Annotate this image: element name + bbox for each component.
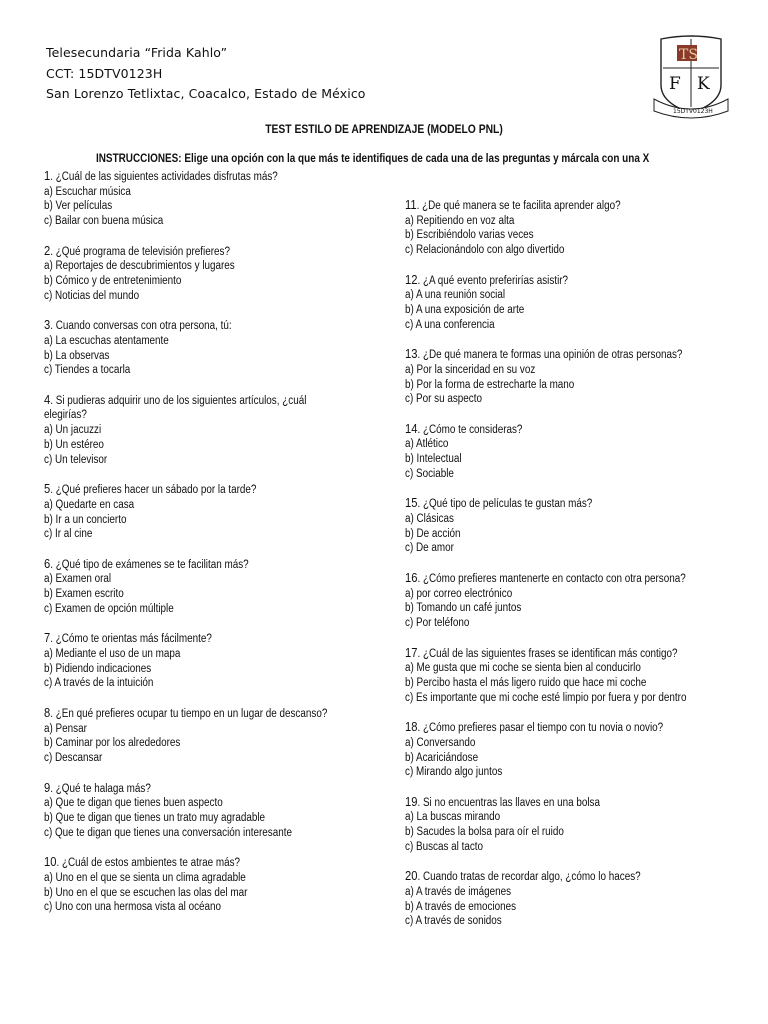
option-a[interactable]: a) Me gusta que mi coche se sienta bien al conducirlo (405, 662, 641, 675)
question-number: 7 (44, 630, 51, 646)
option-c[interactable]: c) Noticias del mundo (44, 289, 140, 302)
option-b[interactable]: b) Por la forma de estrecharte la mano (405, 378, 575, 391)
option-b[interactable]: b) Examen escrito (44, 588, 124, 601)
question-text: 14. ¿Cómo te consideras? (405, 420, 523, 436)
question-text: 18. ¿Cómo prefieres pasar el tiempo con tu novia o novio? (405, 719, 664, 735)
school-crest-logo (651, 33, 731, 119)
question-text: 8. ¿En qué prefieres ocupar tu tiempo en un lugar de descanso? (44, 704, 328, 720)
school-cct: CCT: 15DTV0123H (46, 66, 163, 81)
option-a[interactable]: a) por correo electrónico (405, 587, 513, 600)
test-title: TEST ESTILO DE APRENDIZAJE (MODELO PNL) (265, 122, 503, 136)
option-a[interactable]: a) La escuchas atentamente (44, 334, 169, 347)
school-name: Telesecundaria “Frida Kahlo” (46, 45, 228, 60)
option-c[interactable]: c) Sociable (405, 467, 454, 480)
question-text: 4. Si pudieras adquirir uno de los siguientes artículos, ¿cuál elegirías? (44, 391, 307, 422)
option-c[interactable]: c) Que te digan que tienes una conversación interesante (44, 826, 292, 839)
question-text: 13. ¿De qué manera te formas una opinión de otras personas? (405, 346, 683, 362)
question-9 (44, 781, 371, 856)
option-b[interactable]: b) La observas (44, 349, 110, 362)
crest-letter-f: F (669, 74, 681, 94)
question-5 (44, 482, 371, 557)
question-text: 10. ¿Cuál de estos ambientes te atrae más? (44, 854, 241, 870)
question-12 (405, 273, 732, 348)
question-text: 6. ¿Qué tipo de exámenes se te facilitan más? (44, 555, 249, 571)
option-c[interactable]: c) A una conferencia (405, 318, 495, 331)
question-10 (44, 855, 371, 930)
question-number: 4 (44, 391, 51, 407)
question-text: 7. ¿Cómo te orientas más fácilmente? (44, 630, 212, 646)
questions-right-column (405, 198, 732, 944)
option-b[interactable]: b) Ir a un concierto (44, 513, 127, 526)
question-text: 20. Cuando tratas de recordar algo, ¿cómo lo haces? (405, 868, 641, 884)
question-text: 9. ¿Qué te halaga más? (44, 779, 151, 795)
question-number: 13 (405, 346, 418, 362)
instructions (96, 151, 676, 165)
question-text: 3. Cuando conversas con otra persona, tú: (44, 317, 232, 333)
option-a[interactable]: a) Conversando (405, 736, 476, 749)
option-a[interactable]: a) A través de imágenes (405, 886, 512, 899)
question-text: 5. ¿Qué prefieres hacer un sábado por la tarde? (44, 481, 257, 497)
option-a[interactable]: a) La buscas mirando (405, 811, 501, 824)
option-a[interactable]: a) Atlético (405, 438, 449, 451)
option-b[interactable]: b) Escribiéndolo varias veces (405, 229, 534, 242)
question-14 (405, 422, 732, 497)
question-text: 1. ¿Cuál de las siguientes actividades disfrutas más? (44, 168, 278, 183)
question-4 (44, 393, 371, 482)
option-a[interactable]: a) Que te digan que tienes buen aspecto (44, 797, 223, 810)
option-a[interactable]: a) Por la sinceridad en su voz (405, 363, 536, 376)
crest-top-letters: TS (679, 47, 698, 63)
question-13 (405, 347, 732, 422)
question-number: 17 (405, 644, 418, 660)
question-text: 17. ¿Cuál de las siguientes frases se identifican más contigo? (405, 644, 678, 660)
instructions-text: Elige una opción con la que más te identifiques de cada una de las preguntas y márcala con una X (181, 151, 650, 165)
question-19 (405, 795, 732, 870)
option-c[interactable]: c) Un televisor (44, 453, 108, 466)
option-b[interactable]: b) A través de emociones (405, 900, 517, 913)
question-15 (405, 496, 732, 571)
option-b[interactable]: b) De acción (405, 527, 461, 540)
question-number: 15 (405, 495, 418, 511)
question-text: 16. ¿Cómo prefieres mantenerte en contacto con otra persona? (405, 569, 686, 585)
question-number: 10 (44, 854, 57, 870)
option-b[interactable]: b) A una exposición de arte (405, 304, 525, 316)
question-1 (44, 169, 371, 244)
question-number: 16 (405, 569, 418, 585)
option-c[interactable]: c) Relacionándolo con algo divertido (405, 244, 565, 257)
option-c[interactable]: c) Descansar (44, 752, 103, 765)
question-number: 18 (405, 719, 418, 735)
option-b[interactable]: b) Intelectual (405, 453, 462, 466)
option-a[interactable]: a) Un jacuzzi (44, 424, 102, 437)
question-number: 8 (44, 704, 51, 720)
option-a[interactable]: a) Uno en el que se sienta un clima agradable (44, 871, 246, 884)
option-c[interactable]: c) Por su aspecto (405, 393, 482, 406)
question-17 (405, 646, 732, 721)
question-text: 19. Si no encuentras las llaves en una bolsa (405, 793, 600, 809)
option-a[interactable]: a) Quedarte en casa (44, 498, 135, 511)
question-number: 11 (405, 197, 417, 212)
question-number: 1 (44, 168, 51, 183)
question-2 (44, 244, 371, 319)
option-c[interactable]: c) Tiendes a tocarla (44, 364, 131, 377)
question-text: 11. ¿De qué manera se te facilita aprender algo? (405, 197, 621, 212)
option-c[interactable]: c) Bailar con buena música (44, 215, 164, 228)
question-text: 15. ¿Qué tipo de películas te gustan más? (405, 495, 593, 511)
option-b[interactable]: b) Que te digan que tienes un trato muy agradable (44, 811, 266, 824)
question-8 (44, 706, 371, 781)
instructions-label: INSTRUCCIONES: (96, 151, 182, 165)
option-b[interactable]: b) Pidiendo indicaciones (44, 662, 152, 675)
question-number: 9 (44, 779, 51, 795)
option-a[interactable]: a) Escuchar música (44, 185, 131, 198)
option-b[interactable]: b) Cómico y de entretenimiento (44, 275, 182, 287)
option-b[interactable]: b) Uno en el que se escuchen las olas del mar (44, 886, 248, 899)
question-number: 20 (405, 868, 418, 884)
question-text: 12. ¿A qué evento preferirías asistir? (405, 271, 569, 287)
option-c[interactable]: c) Buscas al tacto (405, 840, 484, 853)
crest-ribbon-text: 15DTV0123H (673, 108, 713, 115)
question-text: 2. ¿Qué programa de televisión prefieres? (44, 242, 230, 258)
question-16 (405, 571, 732, 646)
option-b[interactable]: b) Percibo hasta el más ligero ruido que hace mi coche (405, 676, 647, 689)
question-3 (44, 318, 371, 393)
option-c[interactable]: c) Ir al cine (44, 528, 93, 541)
option-a[interactable]: a) Clásicas (405, 513, 454, 526)
option-b[interactable]: b) Un estéreo (44, 438, 104, 451)
crest-letter-k: K (697, 74, 710, 94)
option-a[interactable]: a) Repitiendo en voz alta (405, 214, 515, 227)
option-b[interactable]: b) Caminar por los alrededores (44, 737, 181, 750)
question-number: 19 (405, 793, 418, 809)
question-number: 2 (44, 242, 51, 258)
school-address: San Lorenzo Tetlixtac, Coacalco, Estado de México (46, 86, 366, 101)
question-7 (44, 631, 371, 706)
option-b[interactable]: b) Acariciándose (405, 751, 479, 764)
question-number: 14 (405, 420, 418, 436)
option-c[interactable]: c) A través de la intuición (44, 677, 154, 690)
option-c[interactable]: c) Examen de opción múltiple (44, 602, 174, 615)
question-number: 3 (44, 317, 51, 333)
option-a[interactable]: a) Examen oral (44, 573, 112, 586)
option-c[interactable]: c) Mirando algo juntos (405, 766, 503, 779)
option-a[interactable]: a) Mediante el uso de un mapa (44, 648, 181, 661)
option-c[interactable]: c) Es importante que mi coche esté limpio por fuera y por dentro (405, 691, 687, 704)
option-b[interactable]: b) Ver películas (44, 200, 113, 213)
option-b[interactable]: b) Sacudes la bolsa para oír el ruido (405, 826, 564, 839)
option-a[interactable]: a) Reportajes de descubrimientos y lugares (44, 260, 235, 273)
option-c[interactable]: c) Uno con una hermosa vista al océano (44, 901, 222, 914)
question-18 (405, 720, 732, 795)
questions-left-column (44, 169, 371, 930)
option-a[interactable]: a) A una reunión social (405, 289, 506, 302)
question-11 (405, 198, 732, 273)
question-number: 6 (44, 555, 51, 571)
question-number: 12 (405, 271, 418, 287)
question-6 (44, 557, 371, 632)
option-b[interactable]: b) Tomando un café juntos (405, 602, 522, 615)
option-c[interactable]: c) Por teléfono (405, 617, 470, 630)
option-a[interactable]: a) Pensar (44, 722, 87, 735)
option-c[interactable]: c) De amor (405, 542, 454, 555)
option-c[interactable]: c) A través de sonidos (405, 915, 502, 928)
question-number: 5 (44, 481, 51, 497)
question-20 (405, 869, 732, 944)
